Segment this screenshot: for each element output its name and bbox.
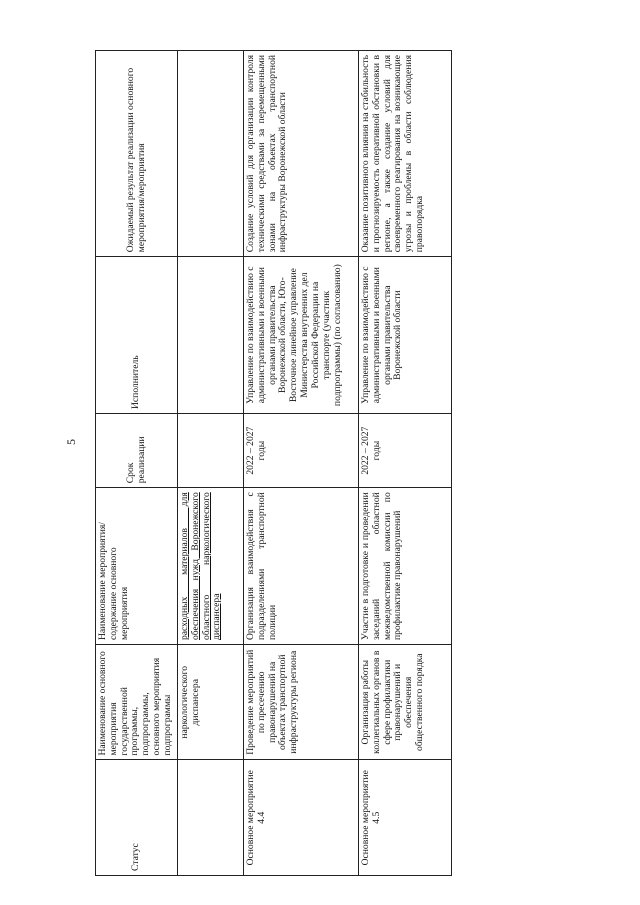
cell-event-name: Проведение мероприятий по пресечению правонарушений на объектах транспортной инфраструктуры региона: [244, 645, 359, 761]
table-row: [178, 51, 244, 876]
cell-term: 2022 – 2027 годы: [244, 414, 359, 488]
cell-term: 2022 – 2027 годы: [359, 414, 452, 488]
header-measure: Наименование мероприятия/содержание основного мероприятия: [96, 488, 178, 645]
header-event-name: Наименование основного мероприятия государственной программы, подпрограммы, основного мероприятия подпрограммы: [96, 645, 178, 761]
cell-event-name: Организация работы коллегиальных органов в сфере профилактики правонарушений и обеспечения общественного порядка: [359, 645, 452, 761]
header-executor: Исполнитель: [96, 257, 178, 414]
cell-event-name: наркологического диспансера: [178, 645, 244, 761]
rotated-table-container: [95, 50, 451, 876]
cell-status: Основное мероприятие 4.5: [359, 760, 452, 876]
cell-executor: Управление по взаимодействию с административными и военными органами правительства Воронежской области: [359, 257, 452, 414]
header-status: Статус: [96, 760, 178, 876]
measures-table: [95, 50, 452, 876]
cell-executor: [178, 257, 244, 414]
cell-result: [178, 51, 244, 257]
cell-measure: [178, 488, 244, 645]
cell-executor: Управление по взаимодействию с административными и военными органами правительства Воронежской области, Юго-Восточное линейное управление Министерства внутренних дел Российской Федерации на транспорте (участник подпрограммы) (по согласованию): [244, 257, 359, 414]
table-row: [244, 51, 359, 876]
header-term: Срок реализации: [96, 414, 178, 488]
cell-measure: Участие в подготовке и проведении заседаний областной межведомственной комиссии по профилактике правонарушений: [359, 488, 452, 645]
cell-status: [178, 760, 244, 876]
measure-text: расходных материалов для обеспечения нужд Воронежского областного наркологического диспансера: [179, 492, 223, 640]
cell-measure: Организация взаимодействия с подразделениями транспортной полиции: [244, 488, 359, 645]
cell-status: Основное мероприятие 4.4: [244, 760, 359, 876]
cell-term: [178, 414, 244, 488]
page-number: 5: [64, 439, 78, 445]
cell-result: Оказание позитивного влияния на стабильность и прогнозируемость оперативной обстановки в регионе, а также создание условий для своевременного реагирования на возникающие угрозы и проблемы в области соблюдения правопорядка: [359, 51, 452, 257]
table-row: [359, 51, 452, 876]
header-expected-result: Ожидаемый результат реализации основного мероприятия/мероприятия: [96, 51, 178, 257]
table-header-row: [96, 51, 178, 876]
cell-result: Создание условий для организации контроля техническими средствами за перемещенными зонами на объектах транспортной инфраструктуры Воронежской области: [244, 51, 359, 257]
